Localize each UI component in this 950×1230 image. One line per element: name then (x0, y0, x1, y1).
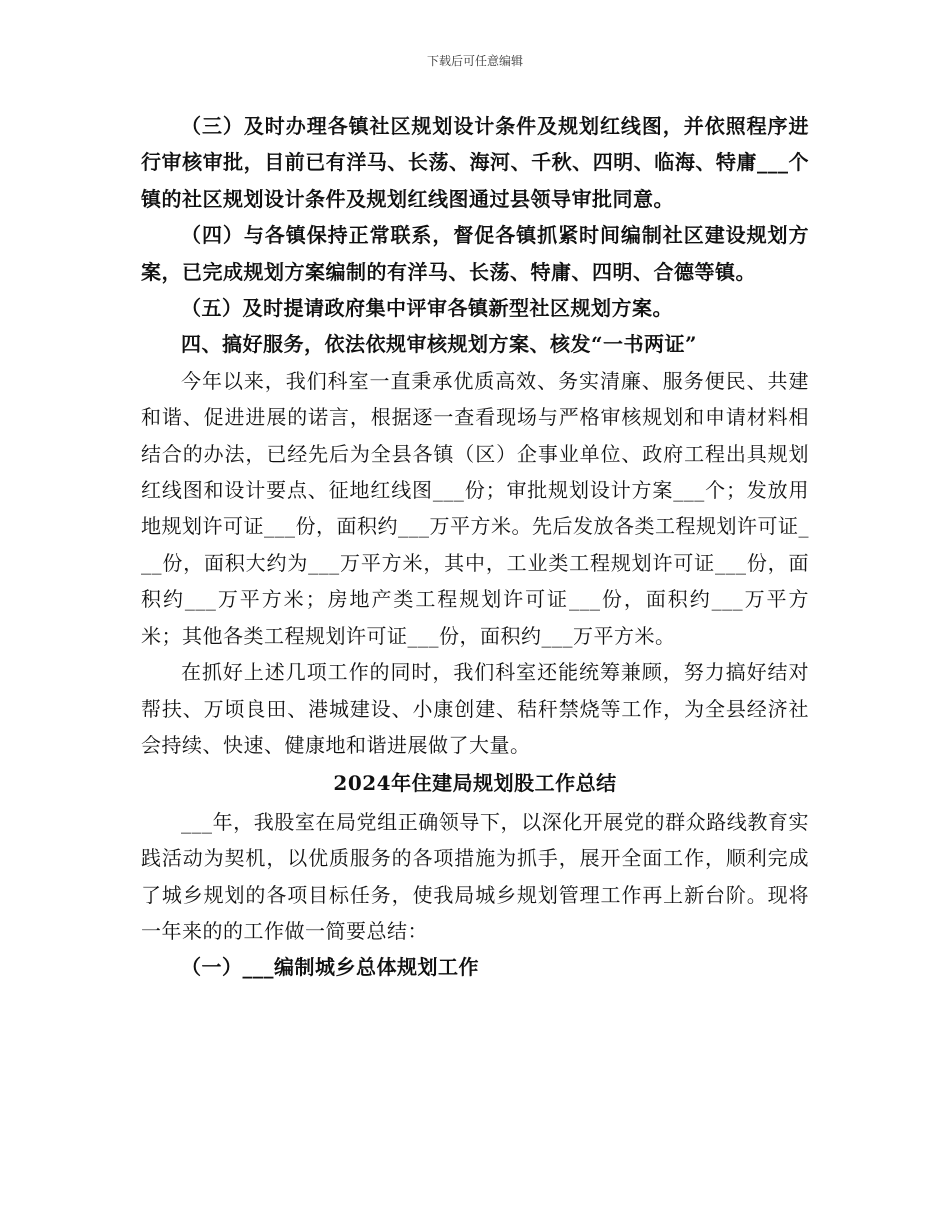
paragraph-section-5: （五）及时提请政府集中评审各镇新型社区规划方案。 (181, 296, 673, 321)
paragraph-intro: ___年，我股室在局党组正确领导下，以深化开展党的群众路线教育实践活动为契机，以优质服务的各项措施为抓手，展开全面工作，顺利完成了城乡规划的各项目标任务，使我局城乡规划管理工作再上新台阶。现将一年来的的工作做一简要总结： (141, 809, 809, 943)
document-title: 2024年住建局规划股工作总结 (333, 771, 617, 796)
page-header: 下载后可任意编辑 (426, 54, 523, 68)
paragraph-other-work: 在抓好上述几项工作的同时，我们科室还能统筹兼顾，努力搞好结对帮扶、万顷良田、港城建设、小康创建、秸秆禁烧等工作，为全县经济社会持续、快速、健康地和谐进展做了大量。 (141, 660, 809, 757)
paragraph-section-4: （四）与各镇保持正常联系，督促各镇抓紧时间编制社区建设规划方案，已完成规划方案编制的有洋马、长荡、特庸、四明、合德等镇。 (141, 223, 809, 284)
paragraph-section-3: （三）及时办理各镇社区规划设计条件及规划红线图，并依照程序进行审核审批，目前已有洋马、长荡、海河、千秋、四明、临海、特庸___个镇的社区规划设计条件及规划红线图通过县领导审批同意。 (141, 114, 809, 211)
paragraph-service-details: 今年以来，我们科室一直秉承优质高效、务实清廉、服务便民、共建和谐、促进进展的诺言，根据逐一查看现场与严格审核规划和申请材料相结合的办法，已经先后为全县各镇（区）企事业单位、政府工程出具规划红线图和设计要点、征地红线图___份；审批规划设计方案___个；发放用地规划许可证___份，面积约___万平方米。先后发放各类工程规划许可证___份，面积大约为___万平方米，其中，工业类工程规划许可证___份，面积约___万平方米；房地产类工程规划许可证___份，面积约___万平方米；其他各类工程规划许可证___份，面积约___万平方米。 (141, 368, 809, 648)
heading-service: 四、搞好服务，依法依规审核规划方案、核发“一书两证” (181, 332, 698, 357)
heading-section-1: （一）___编制城乡总体规划工作 (181, 955, 479, 980)
document-body (141, 108, 809, 986)
